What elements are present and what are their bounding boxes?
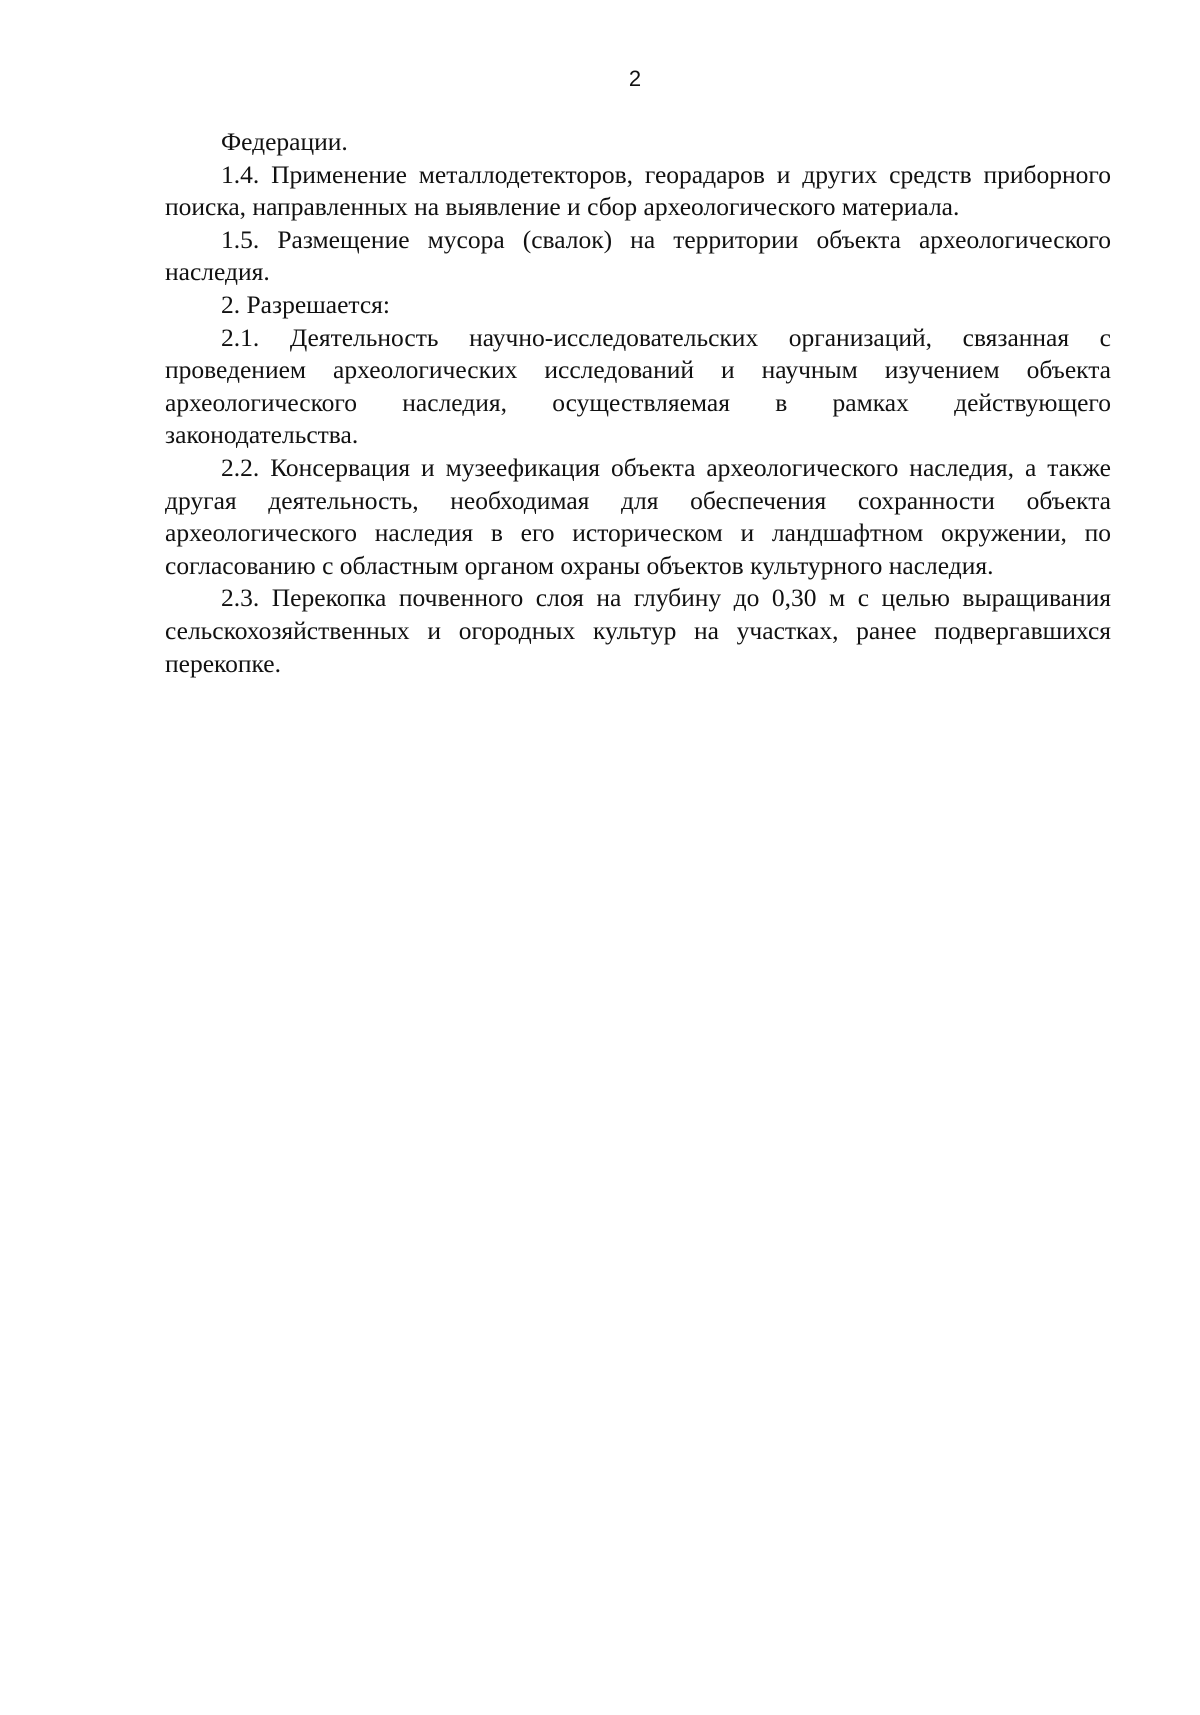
- document-body: [165, 126, 1111, 680]
- paragraph-2-2: 2.2. Консервация и музеефикация объекта археологического наследия, а также другая деятельность, необходимая для обеспечения сохранности объекта археологического наследия в его историческом и ландшафтном окружении, по согласованию с областным органом охраны объектов культурного наследия.: [165, 452, 1111, 580]
- paragraph-1-4: 1.4. Применение металлодетекторов, георадаров и других средств приборного поиска, направленных на выявление и сбор археологического материала.: [165, 159, 1111, 222]
- paragraph-continuation: Федерации.: [221, 127, 348, 156]
- page-number: 2: [628, 66, 642, 91]
- paragraph-2-1: 2.1. Деятельность научно-исследовательских организаций, связанная с проведением археологических исследований и научным изучением объекта археологического наследия, осуществляемая в рамках действующего законодательства.: [165, 322, 1111, 450]
- paragraph-2-heading: 2. Разрешается:: [221, 289, 390, 319]
- paragraph-2-3: 2.3. Перекопка почвенного слоя на глубину до 0,30 м с целью выращивания сельскохозяйственных и огородных культур на участках, ранее подвергавшихся перекопке.: [165, 583, 1111, 678]
- paragraph-1-5: 1.5. Размещение мусора (свалок) на территории объекта археологического наследия.: [165, 224, 1111, 287]
